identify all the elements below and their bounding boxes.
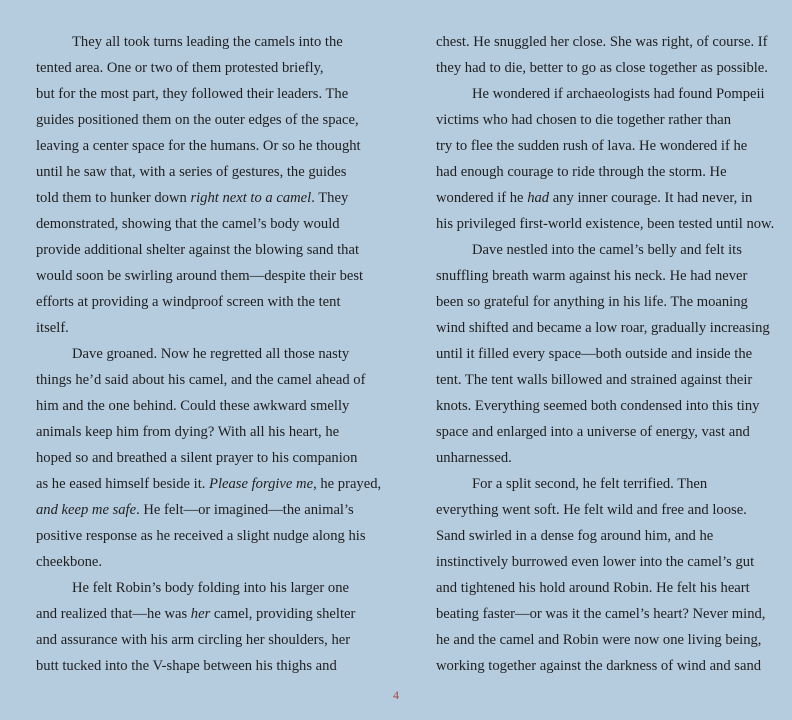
text-segment: camel, providing shelter — [210, 606, 356, 622]
text-line — [36, 289, 366, 315]
text-segment: tented area. One or two of them protested briefly, — [36, 60, 324, 76]
text-line — [36, 523, 366, 549]
text-line — [436, 653, 766, 679]
italic-text: and keep me safe — [36, 502, 137, 518]
text-line — [436, 549, 766, 575]
text-segment: hoped so and breathed a silent prayer to his companion — [36, 450, 358, 466]
text-line — [436, 315, 770, 341]
text-segment: working together against the darkness of wind and sand — [436, 658, 762, 674]
text-segment: Sand swirled in a dense fog around him, and he — [436, 528, 714, 544]
text-segment: instinctively burrowed even lower into the camel’s gut — [436, 554, 755, 570]
text-line — [36, 159, 366, 185]
italic-text: her — [190, 606, 211, 622]
text-segment: been so grateful for anything in his life. The moaning — [436, 294, 748, 310]
text-line — [36, 185, 366, 211]
text-segment: until he saw that, with a series of gestures, the guides — [36, 164, 347, 180]
text-line — [36, 653, 366, 679]
text-line — [36, 497, 366, 523]
text-segment: wondered if he — [436, 190, 528, 206]
text-segment: chest. He snuggled her close. She was right, of course. If — [436, 34, 768, 50]
text-line — [36, 393, 366, 419]
text-segment: beating faster—or was it the camel’s heart? Never mind, — [436, 606, 766, 622]
text-segment: until it filled every space—both outside and inside the — [436, 346, 753, 362]
text-line — [36, 211, 366, 237]
text-segment: He felt Robin’s body folding into his larger one — [72, 580, 349, 596]
text-segment: . They — [311, 190, 349, 206]
text-line — [436, 445, 766, 471]
text-segment: try to flee the sudden rush of lava. He wondered if he — [436, 138, 748, 154]
text-segment: butt tucked into the V-shape between his thighs and — [36, 658, 337, 674]
italic-text: right next to a camel — [190, 190, 312, 206]
text-line — [36, 315, 366, 341]
text-line — [436, 55, 766, 81]
text-segment: efforts at providing a windproof screen with the tent — [36, 294, 341, 310]
text-segment: Dave nestled into the camel’s belly and felt its — [472, 242, 742, 258]
text-segment: and realized that—he was — [36, 606, 191, 622]
text-line — [36, 419, 366, 445]
text-line — [36, 55, 366, 81]
text-segment: demonstrated, showing that the camel’s body would — [36, 216, 340, 232]
text-segment: . He felt—or imagined—the animal’s — [136, 502, 354, 518]
text-segment: as he eased himself beside it. — [36, 476, 210, 492]
text-segment: had enough courage to ride through the storm. He — [436, 164, 727, 180]
text-segment: him and the one behind. Could these awkward smelly — [36, 398, 350, 414]
text-line — [36, 29, 366, 55]
text-segment: knots. Everything seemed both condensed into this tiny — [436, 398, 760, 414]
text-line — [36, 81, 366, 107]
text-line — [36, 237, 366, 263]
text-segment: and assurance with his arm circling her shoulders, her — [36, 632, 351, 648]
text-segment: snuffling breath warm against his neck. He had never — [436, 268, 748, 284]
text-segment: provide additional shelter against the blowing sand that — [36, 242, 360, 258]
text-line — [436, 367, 766, 393]
left-text-column — [36, 29, 382, 679]
text-segment: positive response as he received a slight nudge along his — [36, 528, 366, 544]
text-line — [436, 107, 766, 133]
text-line — [436, 185, 766, 211]
text-line — [436, 471, 766, 497]
text-line — [436, 211, 775, 237]
page-number: 4 — [393, 688, 399, 702]
text-line — [436, 419, 766, 445]
text-segment: cheekbone. — [36, 554, 103, 570]
right-text-column — [436, 29, 775, 679]
text-segment: any inner courage. It had never, in — [549, 190, 753, 206]
text-segment: He wondered if archaeologists had found Pompeii — [472, 86, 765, 102]
text-segment: victims who had chosen to die together rather than — [436, 112, 732, 128]
text-line — [436, 627, 766, 653]
italic-text: Please forgive me — [209, 476, 314, 492]
text-segment: itself. — [36, 320, 69, 336]
text-segment: everything went soft. He felt wild and free and loose. — [436, 502, 747, 518]
text-line — [36, 133, 366, 159]
text-line — [36, 341, 366, 367]
text-line — [436, 341, 766, 367]
text-segment: guides positioned them on the outer edges of the space, — [36, 112, 359, 128]
text-segment: Dave groaned. Now he regretted all those nasty — [72, 346, 350, 362]
text-segment: things he’d said about his camel, and the camel ahead of — [36, 372, 366, 388]
text-segment: he and the camel and Robin were now one living being, — [436, 632, 762, 648]
text-segment: would soon be swirling around them—despite their best — [36, 268, 364, 284]
text-line — [436, 29, 766, 55]
text-line — [436, 159, 766, 185]
text-segment: but for the most part, they followed their leaders. The — [36, 86, 349, 102]
text-line — [436, 81, 766, 107]
text-segment: told them to hunker down — [36, 190, 191, 206]
text-line — [36, 107, 366, 133]
text-line — [36, 627, 366, 653]
text-line — [36, 549, 366, 575]
text-segment: animals keep him from dying? With all his heart, he — [36, 424, 340, 440]
text-line — [436, 263, 766, 289]
text-line — [36, 575, 366, 601]
text-line — [36, 445, 366, 471]
text-line — [436, 497, 766, 523]
text-line — [436, 289, 766, 315]
text-line — [436, 393, 766, 419]
text-line — [436, 133, 766, 159]
text-line — [36, 601, 366, 627]
text-line — [436, 237, 766, 263]
text-segment: They all took turns leading the camels into the — [72, 34, 343, 50]
text-line — [436, 601, 766, 627]
text-segment: leaving a center space for the humans. Or so he thought — [36, 138, 361, 154]
text-segment: , he prayed, — [313, 476, 382, 492]
text-segment: tent. The tent walls billowed and strained against their — [436, 372, 753, 388]
text-segment: and tightened his hold around Robin. He felt his heart — [436, 580, 750, 596]
italic-text: had — [527, 190, 550, 206]
text-segment: they had to die, better to go as close together as possible. — [436, 60, 768, 76]
text-line — [436, 523, 766, 549]
text-segment: his privileged first-world existence, been tested until now. — [436, 216, 775, 232]
text-segment: unharnessed. — [436, 450, 512, 466]
text-line — [36, 471, 382, 497]
text-line — [36, 367, 366, 393]
text-segment: space and enlarged into a universe of energy, vast and — [436, 424, 750, 440]
text-line — [36, 263, 366, 289]
text-line — [436, 575, 766, 601]
text-segment: wind shifted and became a low roar, gradually increasing — [436, 320, 770, 336]
text-segment: For a split second, he felt terrified. Then — [472, 476, 708, 492]
